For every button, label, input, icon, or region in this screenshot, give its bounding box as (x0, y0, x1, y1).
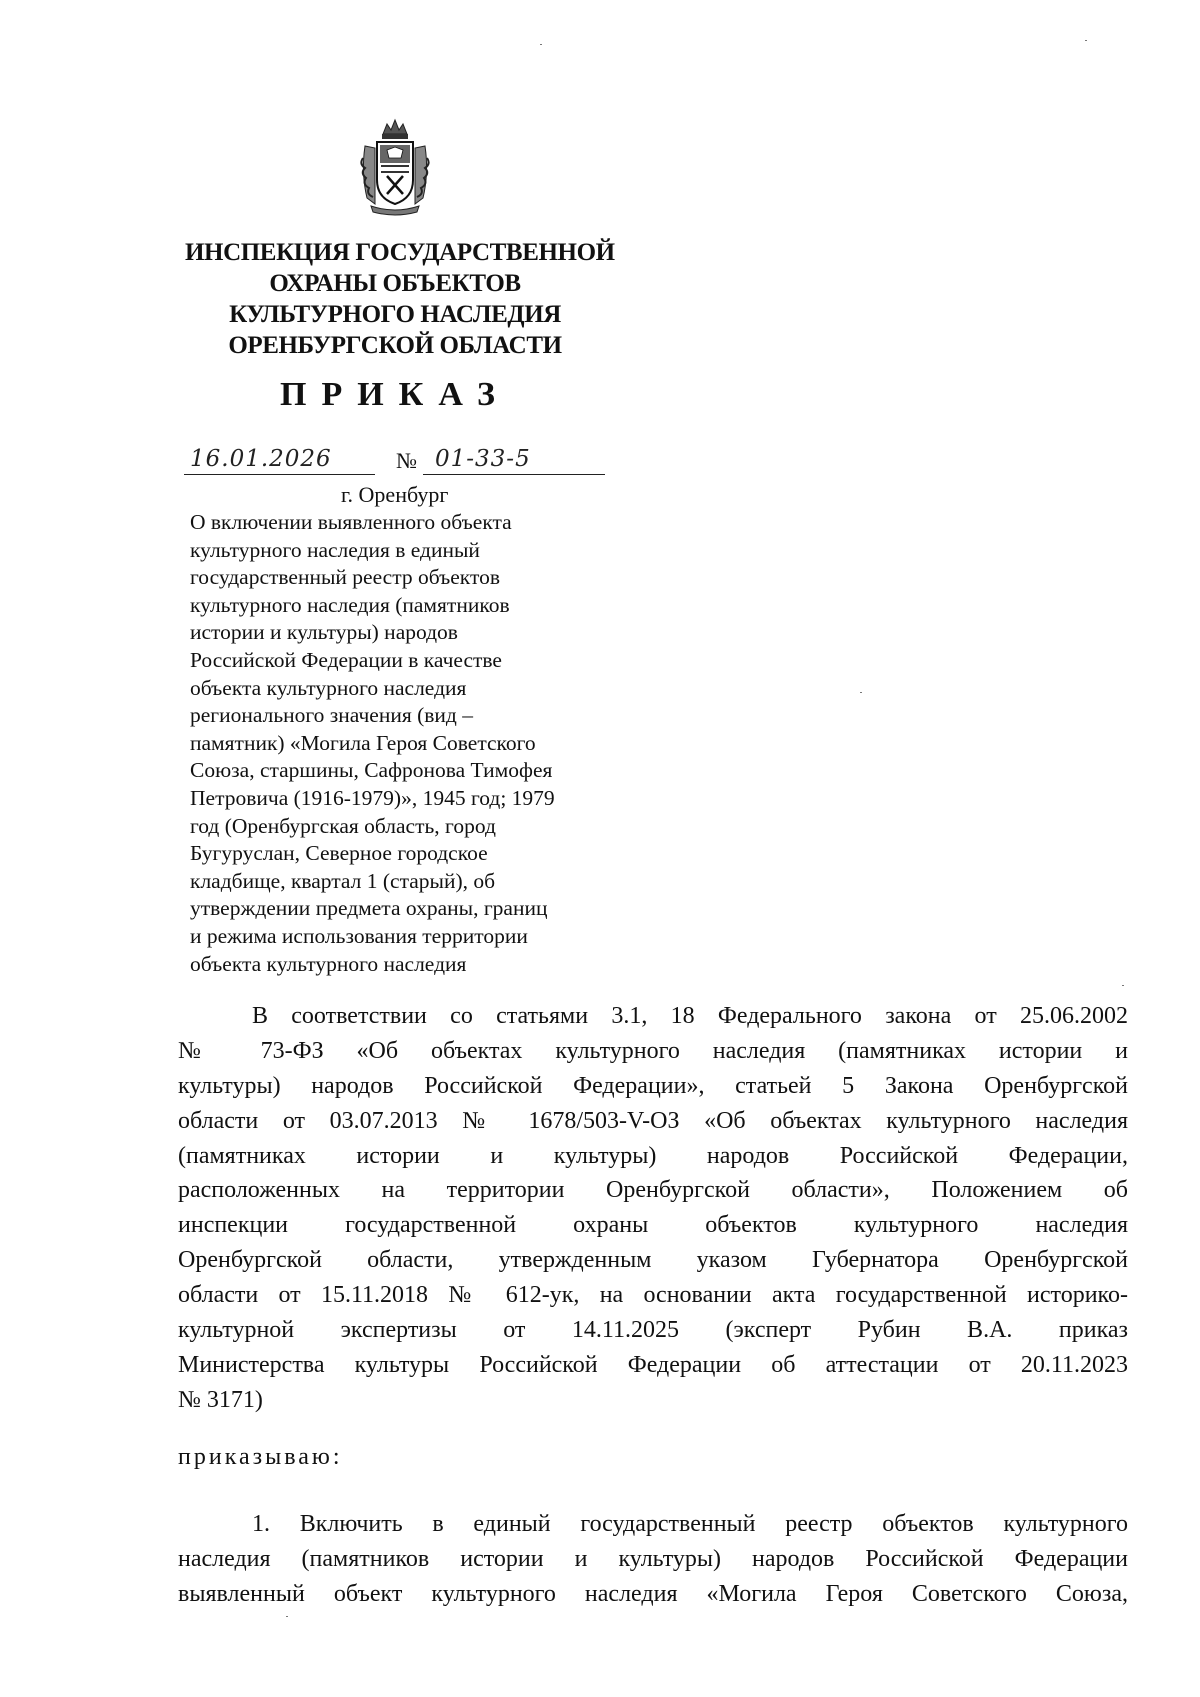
subject-line: Российской Федерации в качестве (190, 647, 502, 672)
orenburg-coat-of-arms-icon (357, 118, 433, 218)
city: г. Оренбург (341, 482, 449, 507)
subject-line: Петровича (1916-1979)», 1945 год; 1979 (190, 785, 555, 810)
subject-line: объекта культурного наследия (190, 675, 467, 700)
subject-line: культурного наследия в единый (190, 537, 480, 562)
subject-line: истории и культуры) народов (190, 620, 458, 645)
subject-line: культурного наследия (памятников (190, 592, 510, 617)
preamble-line: культуры) народов Российской Федерации», статьей 5 Закона Оренбургской (178, 1072, 1128, 1099)
subject-line: кладбище, квартал 1 (старый), об (190, 868, 496, 893)
preamble-paragraph (178, 999, 1128, 1418)
subject-line: О включении выявленного объекта (190, 510, 512, 534)
item-line: наследия (памятников истории и культуры) народов Российской Федерации (178, 1545, 1128, 1572)
order-word: приказываю: (178, 1444, 343, 1470)
org-line: КУЛЬТУРНОГО НАСЛЕДИЯ (229, 301, 561, 328)
subject-line: Союза, старшины, Сафронова Тимофея (190, 758, 553, 783)
document-type-title: ПРИКАЗ (280, 376, 510, 413)
preamble-line: № 3171) (178, 1386, 263, 1413)
preamble-line: области от 03.07.2013 № 1678/503-V-ОЗ «Об объектах культурного наследия (178, 1107, 1128, 1134)
scan-speck (860, 692, 862, 693)
document-date: 16.01.2026 (184, 444, 375, 475)
date-number-line (180, 448, 605, 478)
number-sign: № (396, 448, 417, 473)
order-item-1 (178, 1507, 1128, 1612)
scan-speck (1085, 40, 1087, 41)
preamble-line: культурной экспертизы от 14.11.2025 (эксперт Рубин В.А. приказ (178, 1317, 1128, 1344)
preamble-line: В соответствии со статьями 3.1, 18 Федерального закона от 25.06.2002 (252, 1003, 1128, 1029)
scan-speck (540, 44, 542, 45)
org-line: ИНСПЕКЦИЯ ГОСУДАРСТВЕННОЙ (185, 239, 615, 266)
preamble-line: № 73-ФЗ «Об объектах культурного наследия (памятниках истории и (178, 1037, 1128, 1064)
document-number: 01-33-5 (423, 444, 605, 475)
document-subject (190, 509, 630, 978)
subject-line: год (Оренбургская область, город (190, 813, 496, 838)
org-line: ОРЕНБУРГСКОЙ ОБЛАСТИ (228, 332, 562, 359)
preamble-line: области от 15.11.2018 № 612-ук, на основании акта государственной историко- (178, 1282, 1128, 1309)
subject-line: объекта культурного наследия (190, 951, 467, 976)
subject-line: Бугуруслан, Северное городское (190, 841, 488, 866)
subject-line: утверждении предмета охраны, границ (190, 896, 548, 921)
subject-line: и режима использования территории (190, 923, 528, 948)
org-line: ОХРАНЫ ОБЪЕКТОВ (269, 270, 521, 297)
preamble-line: (памятниках истории и культуры) народов Российской Федерации, (178, 1142, 1128, 1169)
preamble-line: инспекции государственной охраны объектов культурного наследия (178, 1212, 1128, 1239)
item-line: 1. Включить в единый государственный реестр объектов культурного (252, 1511, 1128, 1537)
preamble-line: Министерства культуры Российской Федерации об аттестации от 20.11.2023 (178, 1351, 1128, 1378)
subject-line: государственный реестр объектов (190, 565, 500, 590)
item-line: выявленный объект культурного наследия «Могила Героя Советского Союза, (178, 1580, 1128, 1607)
scan-speck (1122, 985, 1124, 986)
subject-line: памятник) «Могила Героя Советского (190, 730, 536, 755)
preamble-line: Оренбургской области, утвержденным указом Губернатора Оренбургской (178, 1247, 1128, 1274)
scan-speck (286, 1616, 288, 1617)
subject-line: регионального значения (вид – (190, 703, 473, 728)
organization-name (185, 237, 615, 361)
preamble-line: расположенных на территории Оренбургской области», Положением об (178, 1177, 1128, 1204)
